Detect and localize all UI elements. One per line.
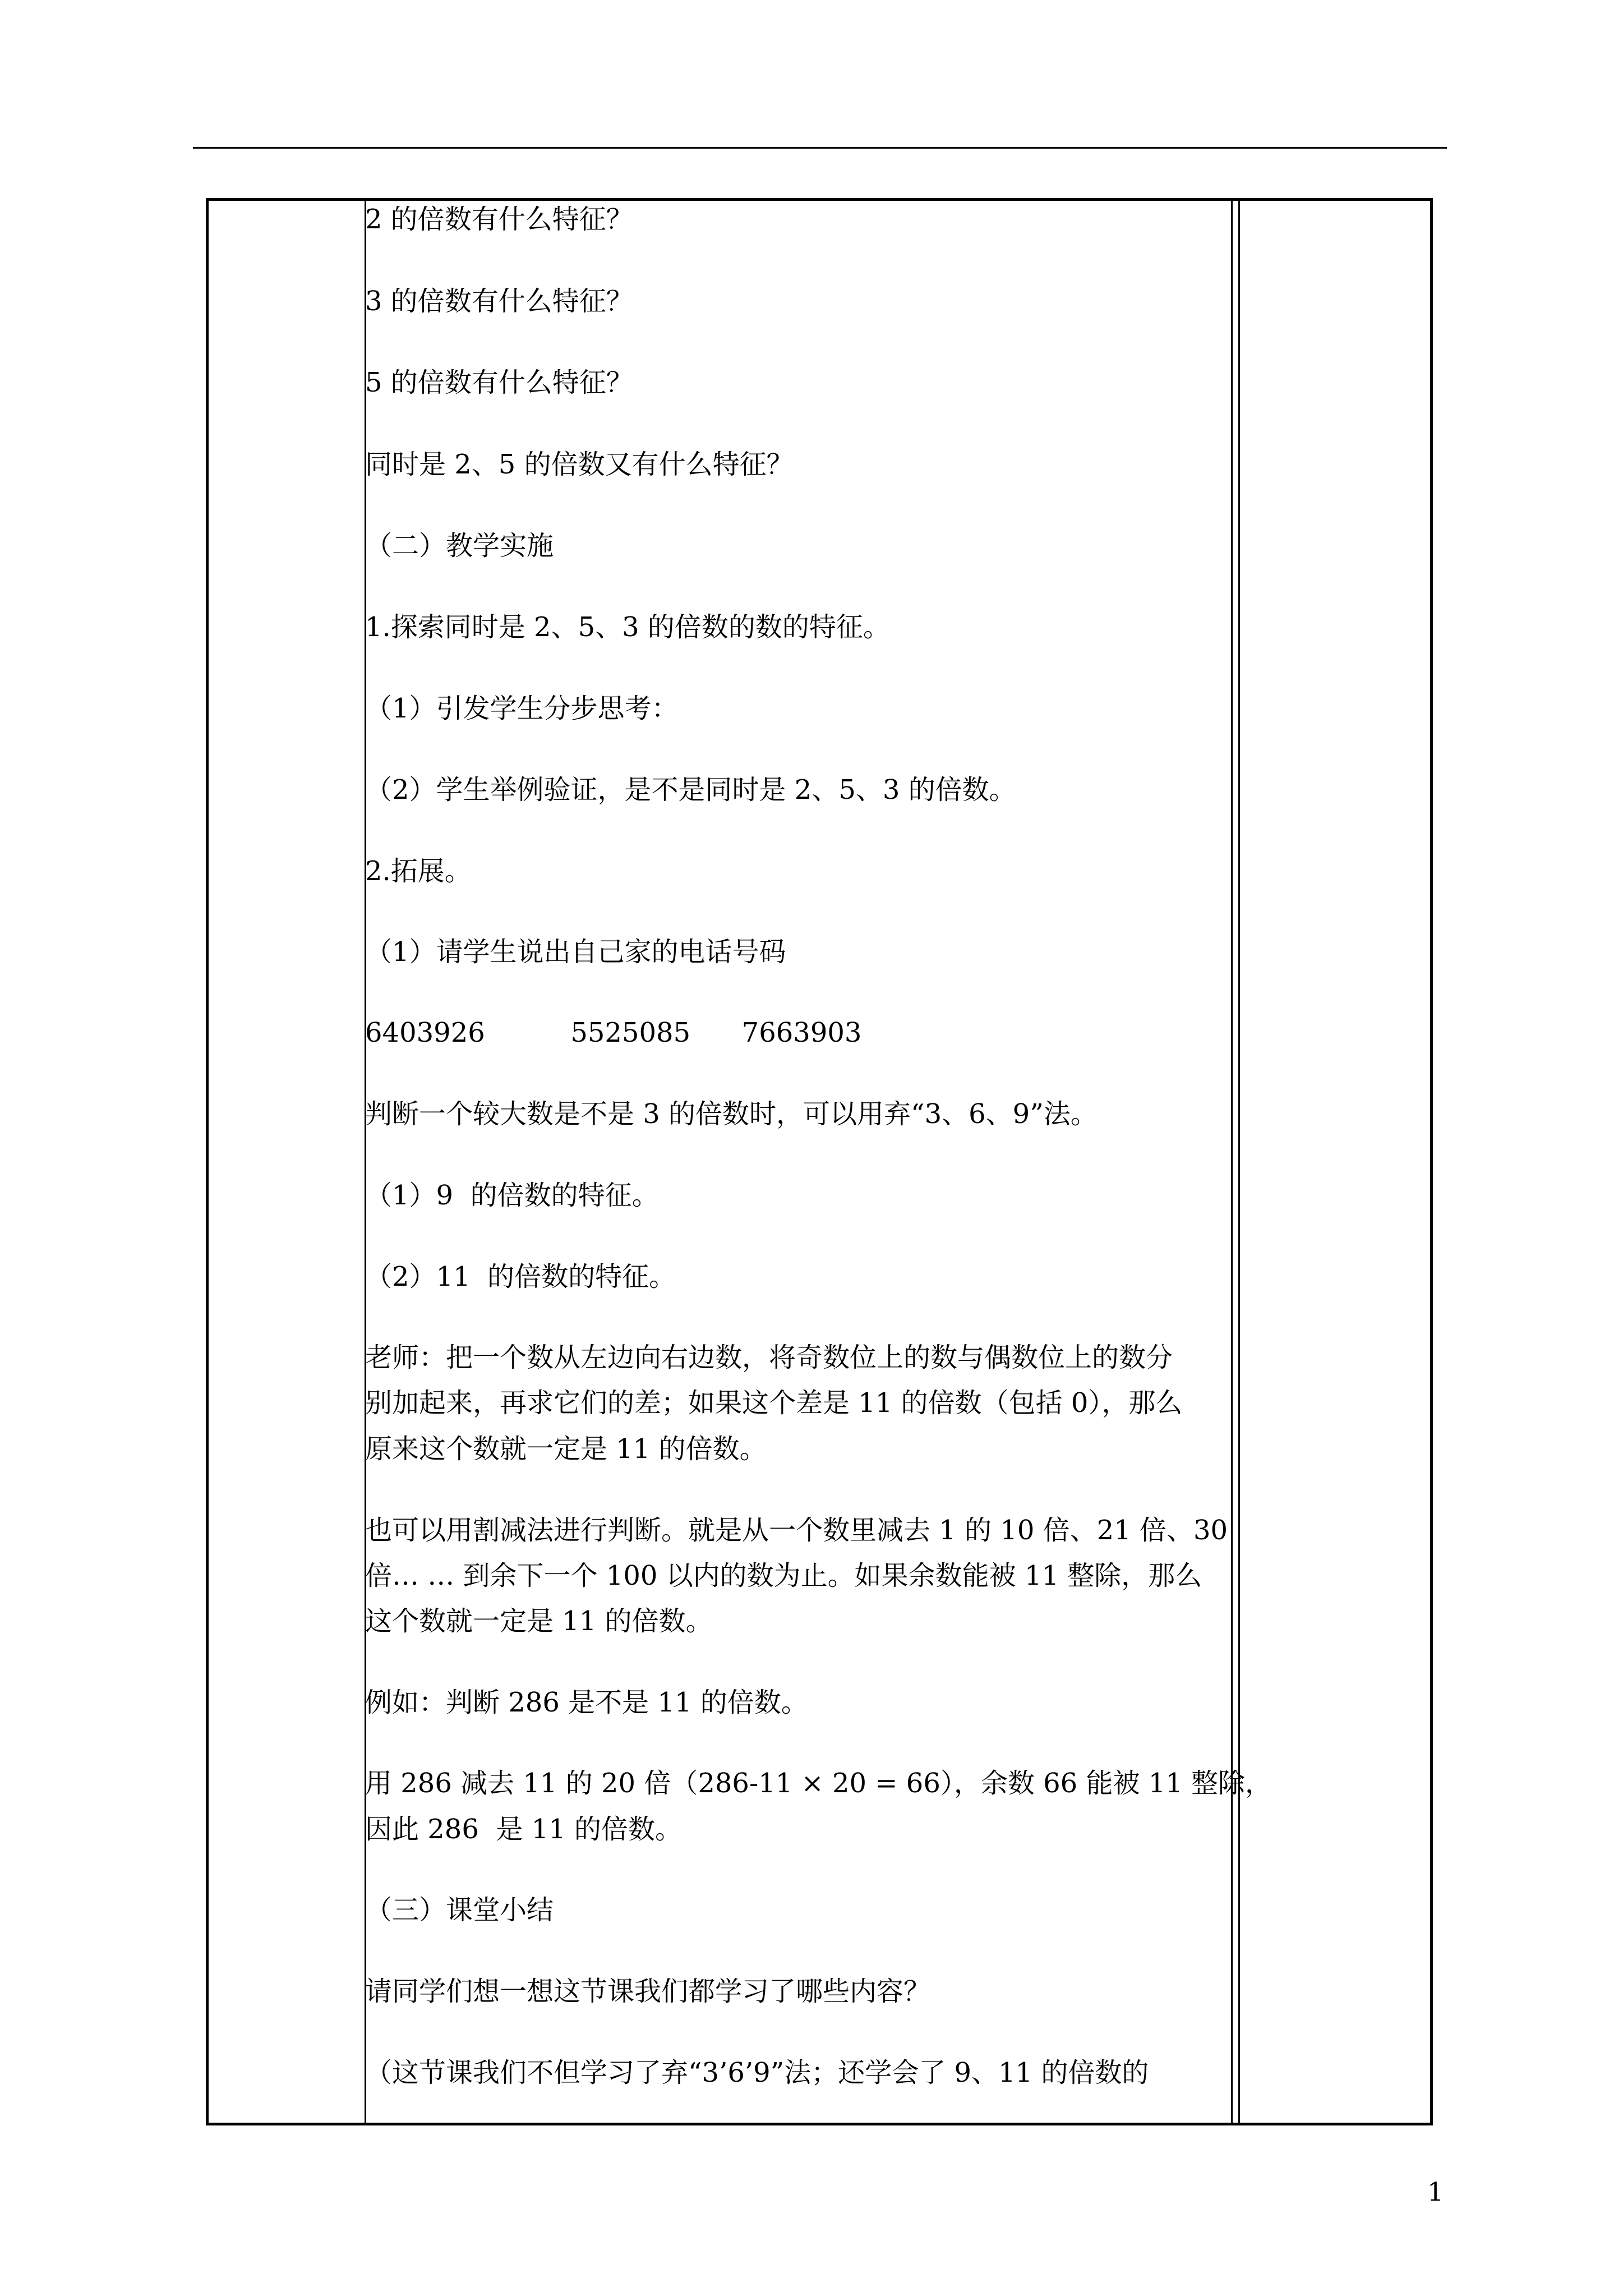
text-line: （1）请学生说出自己家的电话号码 (365, 936, 786, 968)
text-line: 倍… … 到余下一个 100 以内的数为止。如果余数能被 11 整除，那么 (365, 1560, 1202, 1591)
text-line: 因此 286 是 11 的倍数。 (365, 1814, 682, 1845)
text-line: 老师：把一个数从左边向右边数，将奇数位上的数与偶数位上的数分 (365, 1342, 1173, 1373)
text-line: 3 的倍数有什么特征？ (365, 286, 633, 317)
table-divider-right-outer (1238, 201, 1240, 2123)
text-line: （1）引发学生分步思考： (365, 693, 679, 724)
section-heading: （三）课堂小结 (365, 1894, 554, 1926)
text-line: （2）11 的倍数的特征。 (365, 1261, 676, 1292)
text-line: 用 286 减去 11 的 20 倍（286-11 × 20 = 66），余数 66 能被 11 整除， (365, 1768, 1272, 1799)
table-divider-right-inner (1231, 201, 1233, 2123)
text-line: 判断一个较大数是不是 3 的倍数时，可以用弃“3、6、9”法。 (365, 1098, 1098, 1130)
text-line: 同时是 2、5 的倍数又有什么特征？ (365, 449, 794, 480)
section-heading: （二）教学实施 (365, 530, 554, 562)
text-line: （这节课我们不但学习了弃“3’6’9”法；还学会了 9、11 的倍数的 (365, 2057, 1149, 2088)
header-rule (193, 147, 1447, 149)
text-line: （2）学生举例验证，是不是同时是 2、5、3 的倍数。 (365, 774, 1016, 806)
text-line: 原来这个数就一定是 11 的倍数。 (365, 1433, 767, 1465)
page-number: 1 (1427, 2177, 1444, 2207)
text-line: 这个数就一定是 11 的倍数。 (365, 1605, 713, 1637)
text-line: 例如：判断 286 是不是 11 的倍数。 (365, 1687, 808, 1718)
text-line: 2.拓展。 (365, 855, 472, 887)
text-line: 2 的倍数有什么特征？ (365, 204, 633, 235)
phone-numbers: 6403926 5525085 7663903 (365, 1017, 862, 1048)
text-line: 请同学们想一想这节课我们都学习了哪些内容？ (365, 1976, 931, 2007)
text-line: 1.探索同时是 2、5、3 的倍数的数的特征。 (365, 611, 890, 643)
text-line: 别加起来，再求它们的差；如果这个差是 11 的倍数（包括 0），那么 (365, 1387, 1183, 1419)
text-line: 也可以用割减法进行判断。就是从一个数里减去 1 的 10 倍、21 倍、30 (365, 1515, 1228, 1546)
text-line: （1）9 的倍数的特征。 (365, 1180, 659, 1211)
text-line: 5 的倍数有什么特征？ (365, 367, 633, 398)
